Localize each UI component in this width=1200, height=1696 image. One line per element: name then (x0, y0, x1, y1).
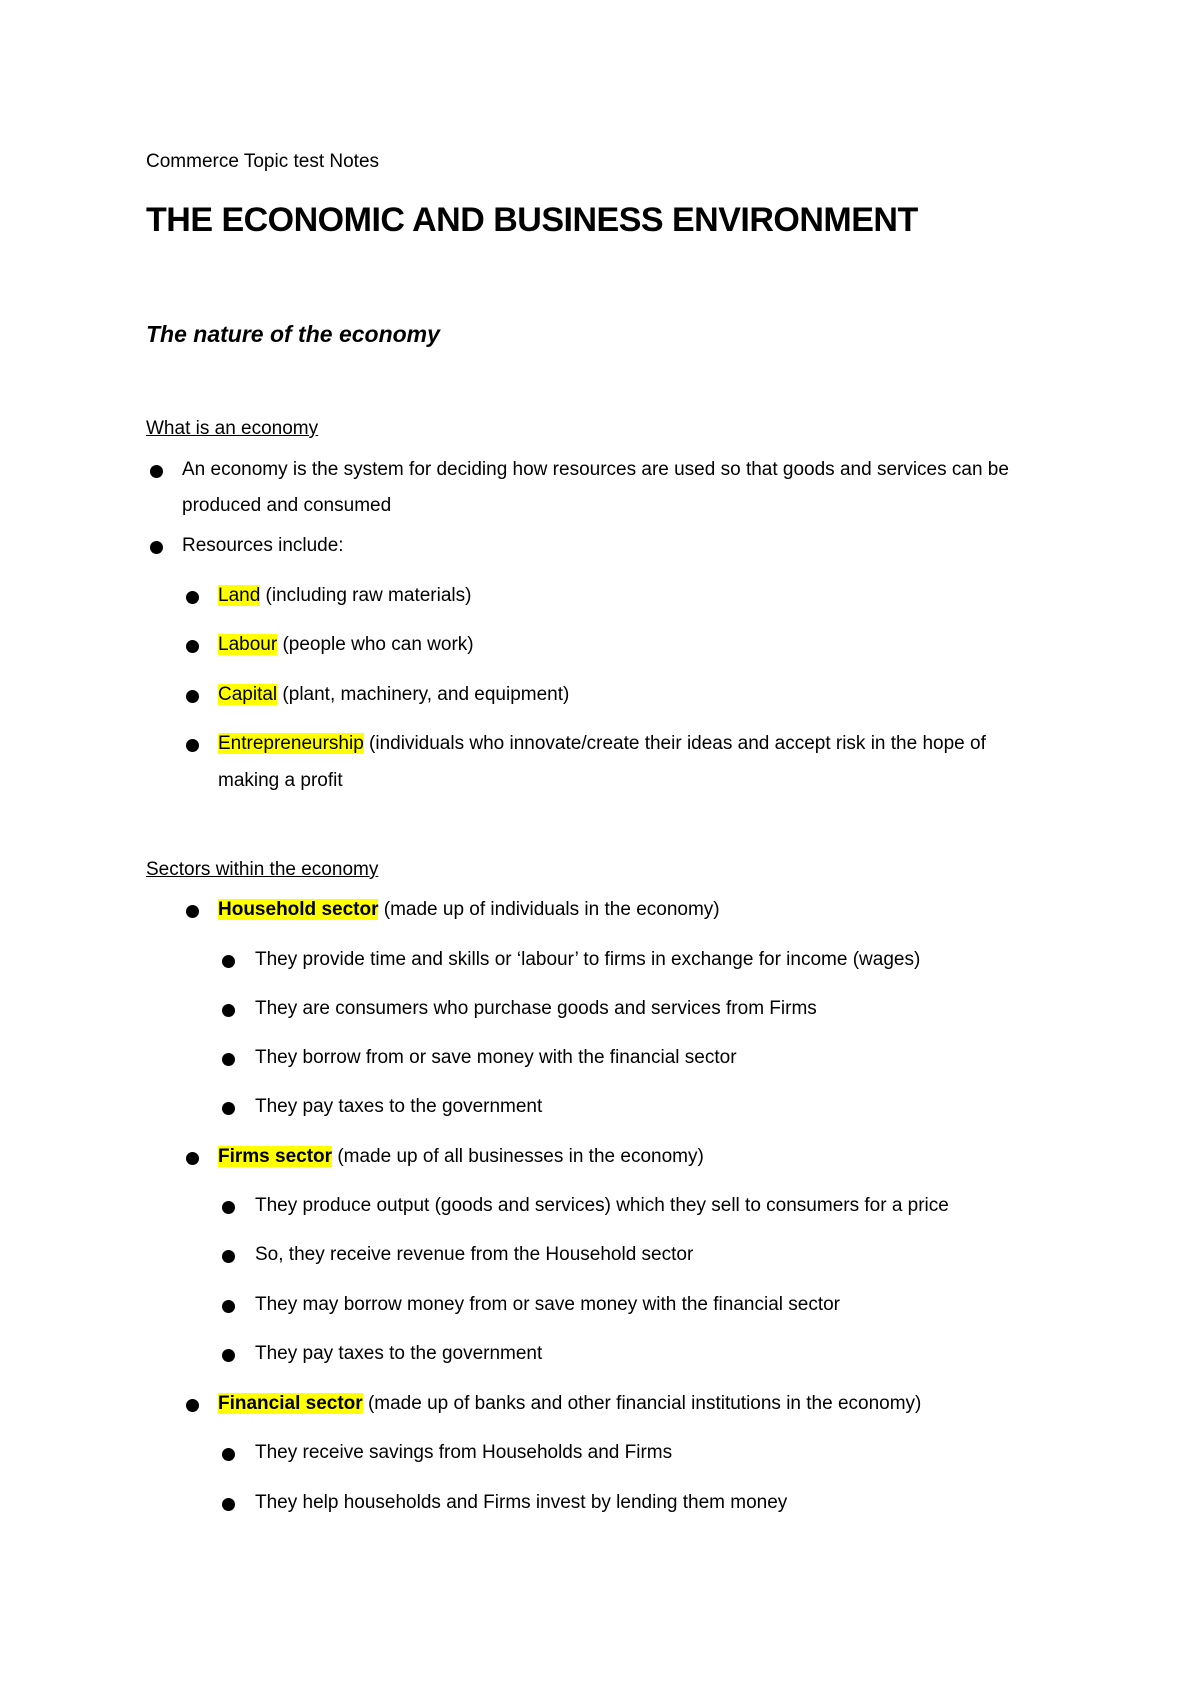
heading-sectors: Sectors within the economy (146, 859, 379, 880)
bullet-icon (150, 541, 163, 554)
highlighted-term: Capital (218, 684, 278, 705)
resource-item-capital (218, 683, 569, 707)
sector-firms (218, 1145, 704, 1169)
sector-financial (218, 1392, 921, 1416)
list-item-text: produced and consumed (182, 495, 392, 516)
bullet-icon (222, 1201, 235, 1214)
page-title: THE ECONOMIC AND BUSINESS ENVIRONMENT (146, 201, 918, 239)
highlighted-term: Entrepreneurship (218, 733, 364, 754)
resource-desc: (plant, machinery, and equipment) (277, 684, 570, 705)
bullet-icon (222, 1004, 235, 1017)
list-item-text: An economy is the system for deciding how resources are used so that goods and services can be (182, 459, 1009, 480)
sub-point: So, they receive revenue from the Household sector (255, 1244, 694, 1265)
bullet-icon (222, 955, 235, 968)
bullet-icon (222, 1349, 235, 1362)
bullet-icon (186, 1152, 199, 1165)
resource-item-entrepreneurship (218, 732, 986, 756)
sub-point: They are consumers who purchase goods and services from Firms (255, 998, 817, 1019)
sub-point: They pay taxes to the government (255, 1096, 543, 1117)
bullet-icon (186, 591, 199, 604)
highlighted-term: Financial sector (218, 1393, 363, 1414)
list-item-text: Resources include: (182, 535, 344, 556)
bullet-icon (186, 905, 199, 918)
bullet-icon (222, 1300, 235, 1313)
sector-desc: (made up of banks and other financial institutions in the economy) (362, 1393, 922, 1414)
sub-point: They pay taxes to the government (255, 1343, 543, 1364)
sub-point: They provide time and skills or ‘labour’ to firms in exchange for income (wages) (255, 949, 921, 970)
bullet-icon (186, 739, 199, 752)
resource-desc: (including raw materials) (260, 585, 472, 606)
bullet-icon (222, 1250, 235, 1263)
highlighted-term: Firms sector (218, 1146, 333, 1167)
resource-desc: (individuals who innovate/create their ideas and accept risk in the hope of (363, 733, 986, 754)
highlighted-term: Land (218, 585, 261, 606)
bullet-icon (222, 1448, 235, 1461)
highlighted-term: Household sector (218, 899, 379, 920)
sector-desc: (made up of individuals in the economy) (378, 899, 720, 920)
bullet-icon (186, 690, 199, 703)
heading-what-is-economy: What is an economy (146, 418, 319, 439)
bullet-icon (150, 465, 163, 478)
bullet-icon (186, 640, 199, 653)
sub-point: They receive savings from Households and Firms (255, 1442, 673, 1463)
section-subtitle: The nature of the economy (146, 321, 440, 347)
document-label: Commerce Topic test Notes (146, 151, 380, 172)
sub-point: They produce output (goods and services) which they sell to consumers for a price (255, 1195, 949, 1216)
resource-desc-continued: making a profit (218, 770, 343, 791)
resource-item-labour (218, 633, 474, 657)
bullet-icon (222, 1498, 235, 1511)
resource-desc: (people who can work) (277, 634, 474, 655)
sector-desc: (made up of all businesses in the economy) (332, 1146, 704, 1167)
sub-point: They may borrow money from or save money with the financial sector (255, 1294, 841, 1315)
sub-point: They help households and Firms invest by lending them money (255, 1492, 788, 1513)
sector-household (218, 898, 720, 922)
sub-point: They borrow from or save money with the financial sector (255, 1047, 737, 1068)
resource-item-land (218, 584, 471, 608)
highlighted-term: Labour (218, 634, 278, 655)
bullet-icon (222, 1053, 235, 1066)
bullet-icon (186, 1399, 199, 1412)
bullet-icon (222, 1102, 235, 1115)
